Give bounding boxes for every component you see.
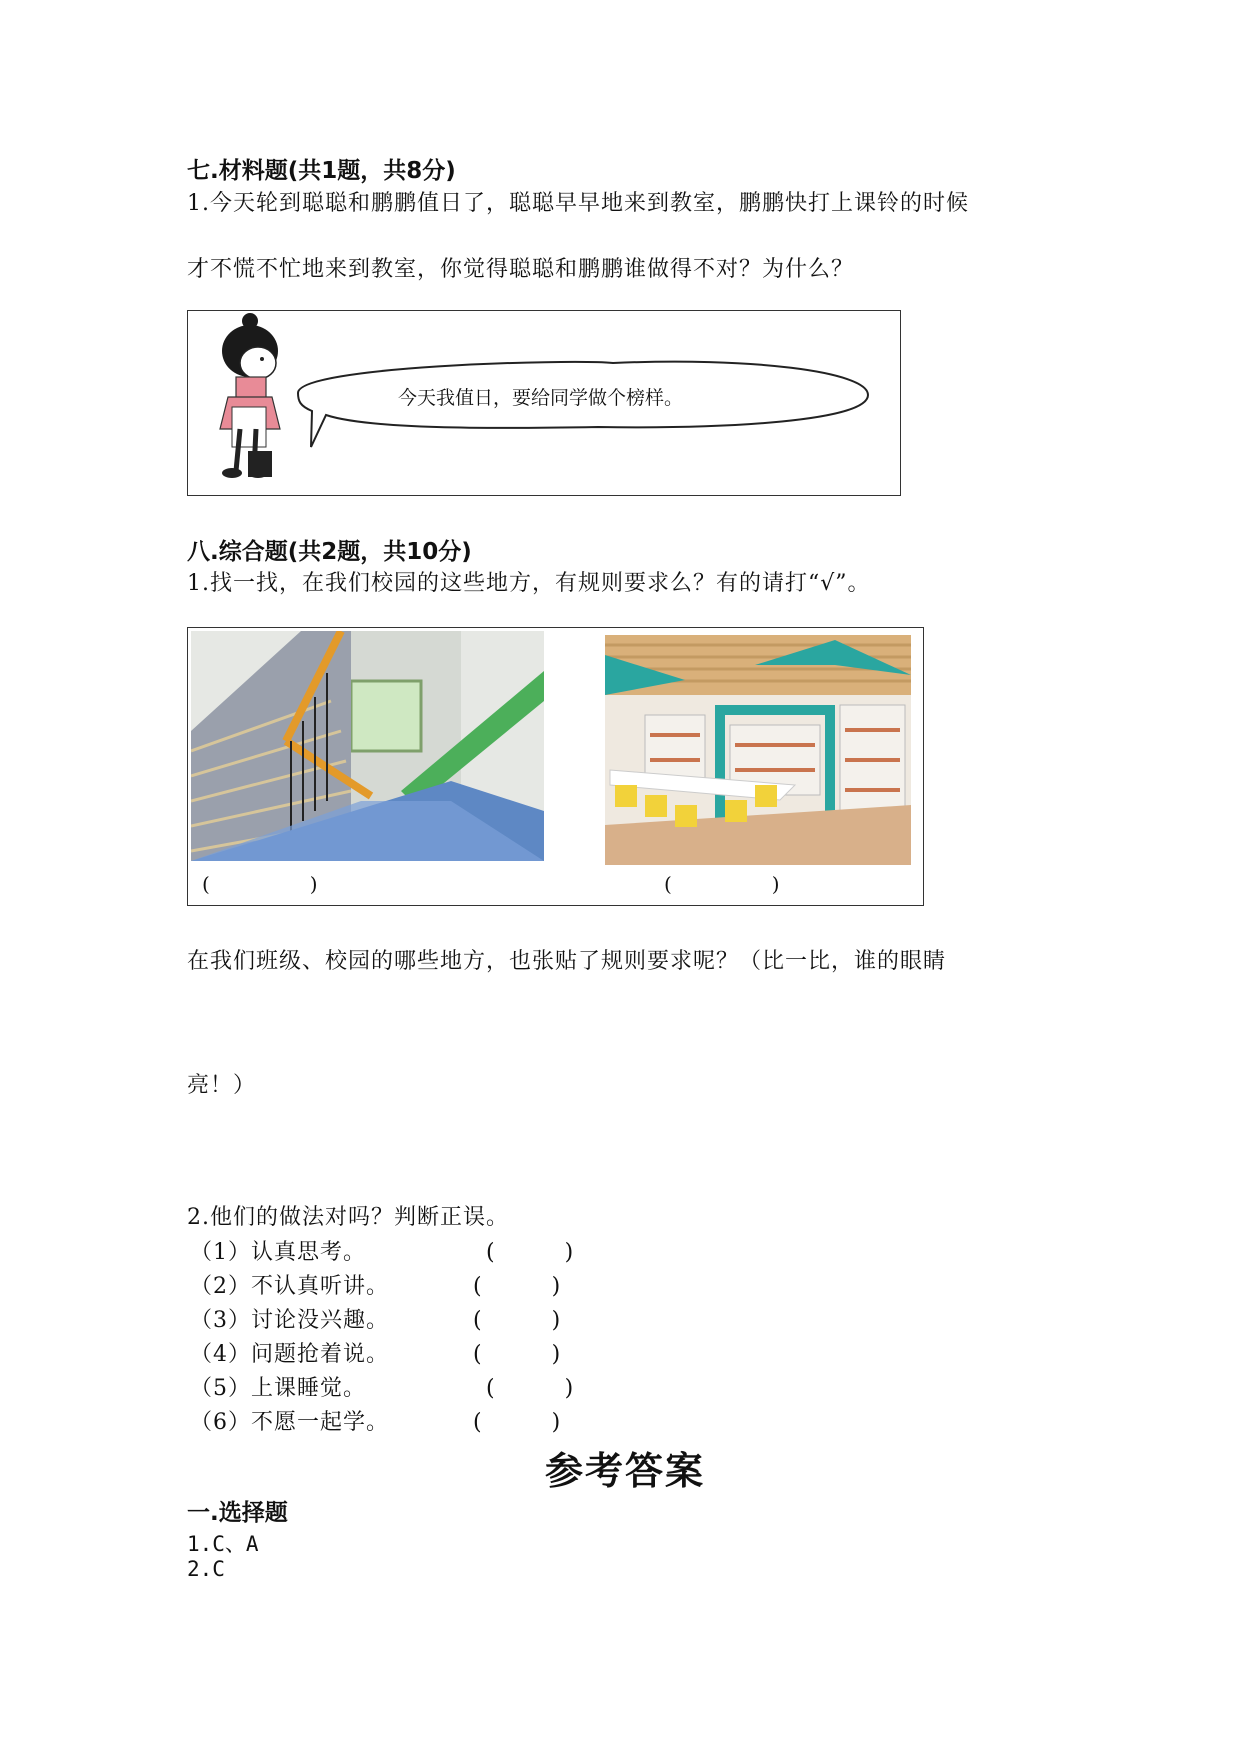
places-figure	[187, 627, 924, 906]
judge-item-6-label: （6）不愿一起学。	[190, 1410, 389, 1435]
question-8-2: 2.他们的做法对吗？判断正误。	[187, 1205, 509, 1230]
section-8-title: 八.综合题(共2题，共10分)	[187, 539, 472, 565]
judge-item-2-paren[interactable]: ( )	[473, 1274, 562, 1299]
answers-title: 参考答案	[545, 1449, 706, 1493]
answer-1: 1.C、A	[187, 1532, 259, 1556]
girl-figure	[220, 313, 280, 478]
judge-item-1-paren[interactable]: ( )	[486, 1240, 575, 1265]
section-7-title: 七.材料题(共1题，共8分)	[187, 158, 456, 184]
question-8-1-follow-line-1: 在我们班级、校园的哪些地方，也张贴了规则要求呢？（比一比，谁的眼睛	[187, 949, 947, 974]
answer-2: 2.C	[187, 1557, 225, 1581]
judge-item-4-paren[interactable]: ( )	[473, 1342, 562, 1367]
question-8-1-follow-line-2: 亮！）	[187, 1073, 257, 1098]
judge-item-3-label: （3）讨论没兴趣。	[190, 1308, 389, 1333]
judge-item-3-paren[interactable]: ( )	[473, 1308, 562, 1333]
answers-section-1-title: 一.选择题	[187, 1500, 288, 1526]
question-7-1-line-1: 1.今天轮到聪聪和鹏鹏值日了，聪聪早早地来到教室，鹏鹏快打上课铃的时候	[187, 191, 969, 216]
stairs-answer-paren[interactable]: ( )	[202, 872, 318, 896]
question-7-1-line-2: 才不慌不忙地来到教室，你觉得聪聪和鹏鹏谁做得不对？为什么？	[187, 257, 855, 282]
judge-item-5-paren[interactable]: ( )	[486, 1376, 575, 1401]
question-8-1: 1.找一找，在我们校园的这些地方，有规则要求么？有的请打“√”。	[187, 571, 871, 596]
judge-item-1-label: （1）认真思考。	[190, 1240, 366, 1265]
judge-item-4-label: （4）问题抢着说。	[190, 1342, 389, 1367]
judge-item-6-paren[interactable]: ( )	[473, 1410, 562, 1435]
judge-item-2-label: （2）不认真听讲。	[190, 1274, 389, 1299]
judge-item-5-label: （5）上课睡觉。	[190, 1376, 366, 1401]
stairs-photo	[191, 631, 544, 861]
material-figure	[187, 310, 901, 496]
speech-text: 今天我值日，要给同学做个榜样。	[398, 387, 684, 409]
library-answer-paren[interactable]: ( )	[664, 872, 780, 896]
library-photo	[605, 635, 911, 865]
